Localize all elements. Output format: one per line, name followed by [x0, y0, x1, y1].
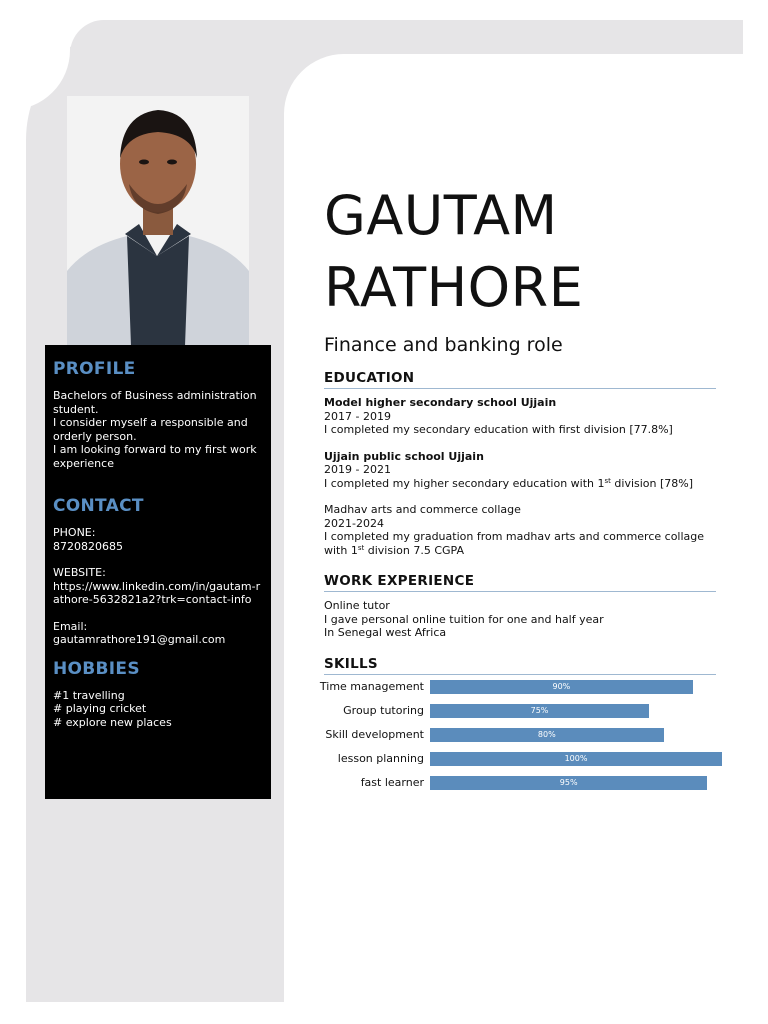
education-years: 2021-2024 [324, 516, 384, 530]
backdrop-top [70, 20, 743, 54]
email-link[interactable]: gautamrathore191@gmail.com [53, 633, 226, 646]
education-desc: I completed my secondary education with first division [77.8%] [324, 423, 673, 436]
hobby-item: #1 travelling [53, 688, 125, 702]
skill-bar [430, 680, 693, 694]
email-label: Email: [53, 619, 88, 633]
skill-row [324, 752, 744, 766]
role-title: Finance and banking role [324, 334, 563, 356]
skill-row [324, 728, 744, 742]
skill-label: Skill development [325, 728, 424, 741]
phone-label: PHONE: [53, 526, 96, 539]
skill-bar [430, 728, 664, 742]
work-line: I gave personal online tuition for one and half year [324, 612, 604, 626]
skill-bar [430, 776, 707, 790]
profile-photo [67, 96, 249, 346]
skill-label: Group tutoring [343, 704, 424, 717]
education-heading: EDUCATION [324, 370, 716, 389]
skill-value-label: 75% [530, 706, 549, 715]
education-school: Ujjain public school Ujjain [324, 449, 484, 463]
phone-value: 8720820685 [53, 539, 123, 553]
skill-label: lesson planning [337, 752, 424, 765]
work-heading: WORK EXPERIENCE [324, 573, 716, 592]
skill-bar [430, 704, 649, 718]
profile-line: I am looking forward to my first work experience [53, 443, 257, 470]
skills-heading: SKILLS [324, 656, 716, 675]
hobby-item: # playing cricket [53, 702, 147, 715]
education-desc: I completed my higher secondary education with 1st division [78%] [324, 476, 694, 490]
work-line: In Senegal west Africa [324, 626, 447, 639]
work-line: Online tutor [324, 599, 390, 612]
main-column [324, 180, 716, 675]
skill-label: fast learner [360, 776, 424, 789]
skill-label: Time management [319, 680, 424, 693]
skill-value-label: 95% [559, 778, 578, 787]
skill-value-label: 80% [537, 730, 556, 739]
hobbies-heading: HOBBIES [53, 658, 140, 679]
education-desc: I completed my graduation from madhav arts and commerce collage with 1st division 7.5 CGPA [324, 530, 705, 557]
skill-row [324, 704, 744, 718]
skill-value-label: 100% [564, 754, 588, 763]
education-school: Madhav arts and commerce collage [324, 503, 521, 516]
skill-row [319, 680, 744, 694]
education-years: 2019 - 2021 [324, 463, 391, 476]
website-label: WEBSITE: [53, 566, 106, 579]
skill-row [324, 776, 744, 790]
contact-heading: CONTACT [53, 496, 144, 516]
skill-bar [430, 752, 722, 766]
profile-line: I consider myself a responsible and orderly person. [53, 416, 248, 443]
first-name: GAUTAM [324, 184, 558, 247]
education-school: Model higher secondary school Ujjain [324, 396, 557, 409]
skill-value-label: 90% [552, 682, 571, 691]
hobby-item: # explore new places [53, 715, 172, 729]
education-years: 2017 - 2019 [324, 409, 391, 423]
profile-heading: PROFILE [53, 359, 136, 379]
profile-line: Bachelors of Business administration student. [53, 389, 257, 416]
sidebar [45, 345, 271, 799]
name-heading [324, 180, 716, 324]
website-link[interactable]: https://www.linkedin.com/in/gautam-rathore-5632821a2?trk=contact-info [53, 579, 261, 606]
last-name: RATHORE [324, 256, 584, 319]
skills-chart [319, 680, 744, 800]
